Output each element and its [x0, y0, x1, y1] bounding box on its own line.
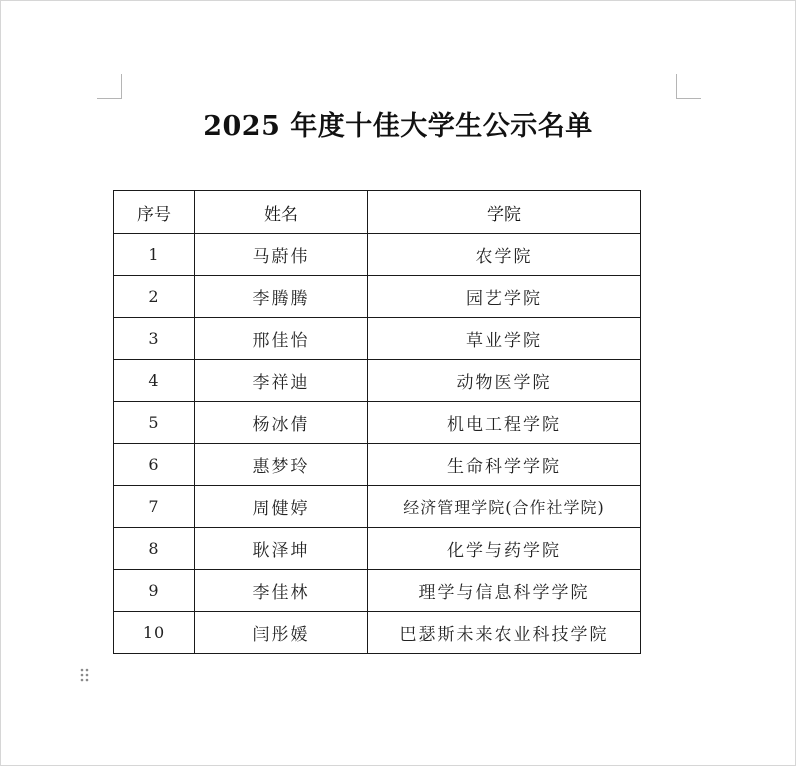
crop-mark-top-left [97, 74, 122, 99]
table-row [114, 276, 641, 318]
drag-handle-icon[interactable] [80, 668, 90, 682]
row-college-cell[interactable]: 巴瑟斯未来农业科技学院 [368, 612, 641, 654]
row-name-cell[interactable]: 李祥迪 [195, 360, 368, 402]
row-no-cell[interactable]: 4 [114, 360, 195, 402]
row-name-cell[interactable]: 闫彤媛 [195, 612, 368, 654]
row-name-cell[interactable]: 周健婷 [195, 486, 368, 528]
row-name-cell[interactable]: 马蔚伟 [195, 234, 368, 276]
row-name-cell[interactable]: 李腾腾 [195, 276, 368, 318]
table-row [114, 444, 641, 486]
row-no-cell[interactable]: 10 [114, 612, 195, 654]
row-name-cell[interactable]: 李佳林 [195, 570, 368, 612]
row-no-cell[interactable]: 2 [114, 276, 195, 318]
table-row [114, 528, 641, 570]
row-college-cell[interactable]: 农学院 [368, 234, 641, 276]
row-college-cell[interactable]: 园艺学院 [368, 276, 641, 318]
row-college-cell[interactable]: 机电工程学院 [368, 402, 641, 444]
row-no-cell[interactable]: 1 [114, 234, 195, 276]
row-no-cell[interactable]: 9 [114, 570, 195, 612]
document-title[interactable]: 2025 年度十佳大学生公示名单 [203, 111, 593, 142]
row-no-cell[interactable]: 5 [114, 402, 195, 444]
row-no-cell[interactable]: 3 [114, 318, 195, 360]
row-college-cell[interactable]: 草业学院 [368, 318, 641, 360]
table-row [114, 570, 641, 612]
table-row [114, 486, 641, 528]
row-college-cell[interactable]: 经济管理学院(合作社学院) [368, 486, 641, 528]
row-name-cell[interactable]: 杨冰倩 [195, 402, 368, 444]
table-row [114, 612, 641, 654]
table-row [114, 402, 641, 444]
table-row [114, 234, 641, 276]
row-name-cell[interactable]: 耿泽坤 [195, 528, 368, 570]
table-header-row [114, 191, 641, 234]
header-name[interactable]: 姓名 [195, 191, 368, 234]
drag-dots-icon [80, 668, 90, 682]
row-name-cell[interactable]: 邢佳怡 [195, 318, 368, 360]
row-no-cell[interactable]: 6 [114, 444, 195, 486]
row-name-cell[interactable]: 惠梦玲 [195, 444, 368, 486]
table-row [114, 360, 641, 402]
row-no-cell[interactable]: 7 [114, 486, 195, 528]
header-college[interactable]: 学院 [368, 191, 641, 234]
crop-mark-top-right [676, 74, 701, 99]
row-college-cell[interactable]: 动物医学院 [368, 360, 641, 402]
row-college-cell[interactable]: 化学与药学院 [368, 528, 641, 570]
row-college-cell[interactable]: 理学与信息科学学院 [368, 570, 641, 612]
header-no[interactable]: 序号 [114, 191, 195, 234]
honor-list-table[interactable] [113, 190, 641, 654]
row-college-cell[interactable]: 生命科学学院 [368, 444, 641, 486]
table-row [114, 318, 641, 360]
row-no-cell[interactable]: 8 [114, 528, 195, 570]
